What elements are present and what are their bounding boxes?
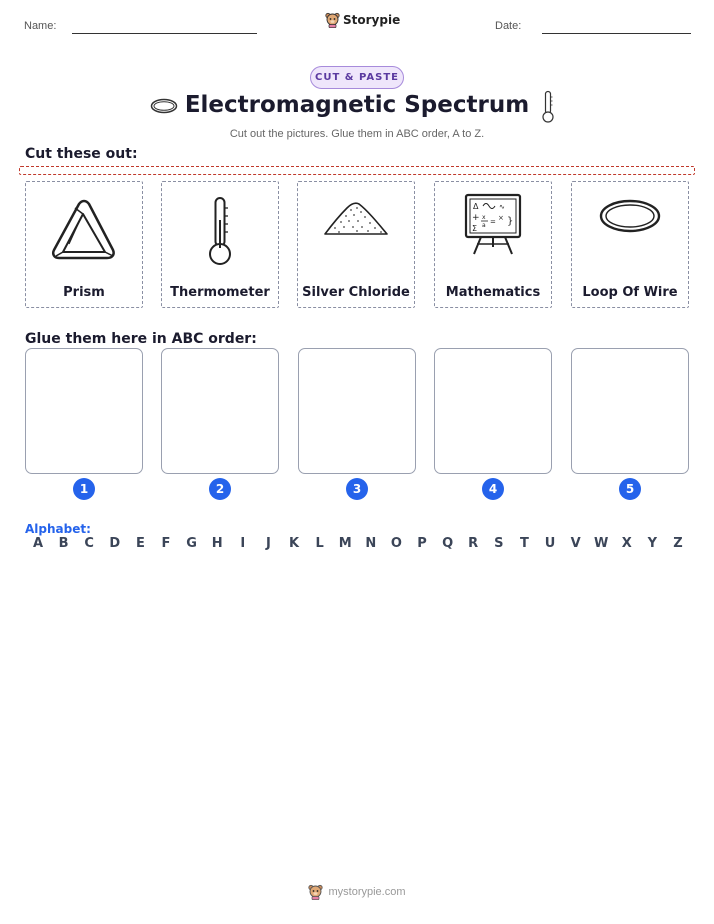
alphabet-letter: U: [544, 536, 556, 551]
alphabet-letter: D: [109, 536, 121, 551]
name-line[interactable]: [72, 33, 257, 34]
brand-name: Storypie: [343, 13, 401, 27]
alphabet-letter: A: [32, 536, 44, 551]
cut-card-silver-chloride[interactable]: [297, 181, 415, 308]
thermometer-icon: [540, 90, 556, 124]
card-label: Prism: [63, 285, 105, 300]
alphabet-letter: G: [186, 536, 197, 551]
svg-text:×: ×: [498, 214, 504, 222]
thermometer-icon: [205, 196, 235, 268]
alphabet-letter: R: [468, 536, 479, 551]
alphabet-letter: C: [84, 536, 94, 551]
alphabet-letter: W: [594, 536, 609, 551]
svg-text:+: +: [472, 213, 480, 223]
alphabet-letter: O: [390, 536, 402, 551]
alphabet-letter: F: [161, 536, 171, 551]
cut-card-thermometer[interactable]: [161, 181, 279, 308]
cut-card-mathematics[interactable]: [434, 181, 552, 308]
slot-number: 1: [73, 478, 95, 500]
alphabet-letter: J: [265, 536, 271, 551]
slot-number: 4: [482, 478, 504, 500]
bear-mascot-icon: [308, 884, 323, 900]
cut-line[interactable]: [19, 166, 695, 175]
powder-pile-icon: [321, 196, 391, 238]
alphabet-letter: L: [315, 536, 324, 551]
alphabet-letter: N: [365, 536, 377, 551]
cut-card-prism[interactable]: [25, 181, 143, 308]
svg-text:Σ: Σ: [472, 224, 478, 233]
alphabet-row: [25, 536, 689, 554]
alphabet-letter: K: [288, 536, 300, 551]
alphabet-letter: Z: [673, 536, 683, 551]
alphabet-letter: I: [240, 536, 246, 551]
glue-slot-3[interactable]: [298, 348, 416, 474]
svg-text:Δ: Δ: [473, 202, 479, 211]
alphabet-letter: H: [211, 536, 223, 551]
slot-number: 5: [619, 478, 641, 500]
date-label: Date:: [495, 20, 522, 32]
date-line[interactable]: [542, 33, 691, 34]
cut-paste-badge: CUT & PASTE: [310, 66, 404, 89]
alphabet-letter: Y: [647, 536, 658, 551]
cut-heading: Cut these out:: [25, 146, 138, 162]
slot-number: 3: [346, 478, 368, 500]
wire-loop-icon: [598, 198, 662, 234]
glue-slot-5[interactable]: [571, 348, 689, 474]
slot-number: 2: [209, 478, 231, 500]
alphabet-letter: Q: [442, 536, 454, 551]
instructions: Cut out the pictures. Glue them in ABC order, A to Z.: [229, 128, 485, 140]
math-board-icon: [463, 192, 523, 258]
brand-logo: [325, 12, 400, 28]
bear-mascot-icon: [325, 12, 340, 28]
glue-heading: Glue them here in ABC order:: [25, 331, 257, 347]
alphabet-letter: P: [417, 536, 427, 551]
alphabet-letter: M: [338, 536, 352, 551]
alphabet-letter: T: [519, 536, 529, 551]
alphabet-letter: B: [58, 536, 69, 551]
card-label: Silver Chloride: [302, 285, 410, 300]
cut-card-loop-of-wire[interactable]: [571, 181, 689, 308]
svg-text:a: a: [482, 222, 486, 229]
card-label: Loop Of Wire: [582, 285, 678, 300]
alphabet-letter: E: [135, 536, 145, 551]
prism-icon: [49, 198, 119, 266]
card-label: Mathematics: [445, 285, 541, 300]
alphabet-letter: S: [494, 536, 504, 551]
glue-slot-2[interactable]: [161, 348, 279, 474]
card-label: Thermometer: [170, 285, 270, 300]
svg-text:∿: ∿: [499, 203, 505, 211]
name-label: Name:: [24, 20, 57, 32]
alphabet-label: Alphabet:: [25, 522, 91, 536]
alphabet-letter: X: [621, 536, 632, 551]
page-title: Electromagnetic Spectrum: [184, 92, 530, 118]
glue-slot-1[interactable]: [25, 348, 143, 474]
alphabet-letter: V: [570, 536, 581, 551]
svg-text:=: =: [490, 218, 496, 226]
glue-slot-4[interactable]: [434, 348, 552, 474]
footer-url: mystorypie.com: [328, 886, 406, 898]
svg-text:}: }: [507, 216, 514, 227]
svg-text:x: x: [482, 214, 486, 221]
footer: [0, 884, 714, 900]
